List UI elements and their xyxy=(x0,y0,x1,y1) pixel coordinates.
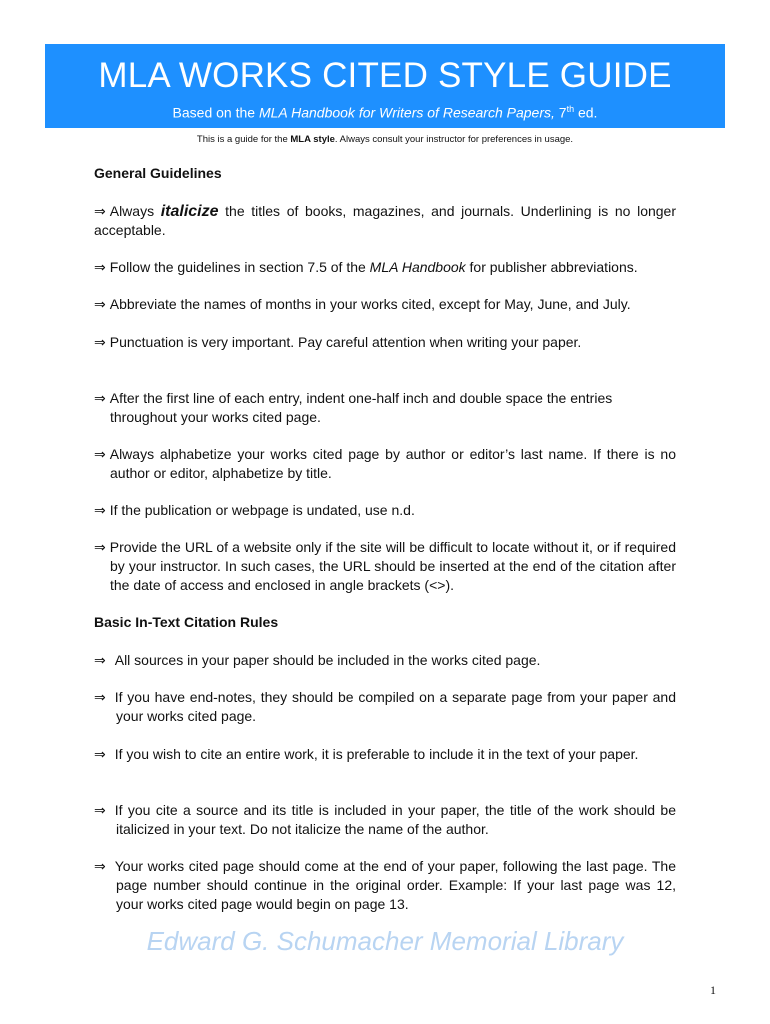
general-item-2-pre: Follow the guidelines in section 7.5 of the xyxy=(109,259,370,275)
intro-note xyxy=(45,134,725,146)
general-item-1-pre: Always xyxy=(109,203,161,219)
intext-item-3-text: If you wish to cite an entire work, it is preferable to include it in the text of your paper. xyxy=(114,746,639,762)
general-item-6-text: Always alphabetize your works cited page by author or editor’s last name. If there is no author or editor, alphabetize by title. xyxy=(109,446,676,481)
intro-bold: MLA style xyxy=(290,134,335,145)
general-item-4 xyxy=(94,333,600,352)
general-guidelines-heading: General Guidelines xyxy=(94,165,222,181)
arrow-icon: ⇒ xyxy=(94,689,106,705)
intext-item-3 xyxy=(94,745,676,764)
arrow-icon: ⇒ xyxy=(94,502,106,518)
arrow-icon: ⇒ xyxy=(94,390,106,406)
intext-item-5 xyxy=(94,857,676,914)
general-item-2-post: for publisher abbreviations. xyxy=(465,259,638,275)
subtitle-book-title: MLA Handbook for Writers of Research Papers, xyxy=(258,104,555,121)
page-number: 1 xyxy=(710,983,716,997)
general-item-6 xyxy=(94,445,676,483)
general-item-7 xyxy=(94,501,676,520)
subtitle-edition-suffix: th xyxy=(566,104,575,114)
intext-item-2-text: If you have end-notes, they should be compiled on a separate page from your paper and your works cited page. xyxy=(114,689,676,724)
subtitle-prefix: Based on the xyxy=(172,104,259,121)
arrow-icon: ⇒ xyxy=(94,259,106,275)
page-title: MLA WORKS CITED STYLE GUIDE xyxy=(98,56,672,95)
intro-pre: This is a guide for the xyxy=(196,134,291,145)
intext-item-2 xyxy=(94,688,676,726)
library-name: Edward G. Schumacher Memorial Library xyxy=(146,926,624,956)
general-item-8-text: Provide the URL of a website only if the site will be difficult to locate without it, or if required by your instructor. In such cases, the URL should be inserted at the end of the citation after the date of access and enclosed in angle brackets (<>). xyxy=(109,539,676,593)
general-item-2 xyxy=(94,258,676,277)
arrow-icon: ⇒ xyxy=(94,858,106,874)
general-item-1-emphasis: italicize xyxy=(160,203,219,220)
arrow-icon: ⇒ xyxy=(94,446,106,462)
general-item-3-text: Abbreviate the names of months in your works cited, except for May, June, and July. xyxy=(109,296,631,312)
intext-item-4-text: If you cite a source and its title is included in your paper, the title of the work should be italicized in your text. Do not italicize the name of the author. xyxy=(114,802,676,837)
intext-item-1 xyxy=(94,651,676,670)
general-item-7-text: If the publication or webpage is undated, use n.d. xyxy=(109,502,415,518)
general-item-1-post: the titles of books, magazines, and journals. Underlining is no longer acceptable. xyxy=(94,203,676,238)
arrow-icon: ⇒ xyxy=(94,652,106,668)
subtitle-suffix: ed. xyxy=(574,104,598,121)
title-banner xyxy=(45,44,725,128)
general-item-4-text: Punctuation is very important. Pay careful attention when writing your paper. xyxy=(109,334,582,350)
arrow-icon: ⇒ xyxy=(94,802,106,818)
page-subtitle xyxy=(45,100,725,122)
arrow-icon: ⇒ xyxy=(94,203,106,219)
intext-item-5-text: Your works cited page should come at the end of your paper, following the last page. The page number should continue in the original order. Example: If your last page was 12, your works cited page would begin on page 13. xyxy=(114,858,676,912)
intext-rules-heading: Basic In-Text Citation Rules xyxy=(94,614,279,630)
intext-item-4 xyxy=(94,801,676,839)
arrow-icon: ⇒ xyxy=(94,539,106,555)
general-item-5-text: After the first line of each entry, indent one-half inch and double space the entries throughout your works cited page. xyxy=(109,390,613,425)
general-item-8 xyxy=(94,538,676,595)
general-item-5 xyxy=(94,389,676,427)
arrow-icon: ⇒ xyxy=(94,296,106,312)
general-item-1 xyxy=(94,202,676,240)
intro-post: . Always consult your instructor for preferences in usage. xyxy=(334,134,574,145)
subtitle-edition: 7 xyxy=(554,104,567,121)
arrow-icon: ⇒ xyxy=(94,334,106,350)
general-item-2-emphasis: MLA Handbook xyxy=(369,259,466,275)
arrow-icon: ⇒ xyxy=(94,746,106,762)
intext-item-1-text: All sources in your paper should be included in the works cited page. xyxy=(114,652,541,668)
general-item-3 xyxy=(94,295,676,314)
